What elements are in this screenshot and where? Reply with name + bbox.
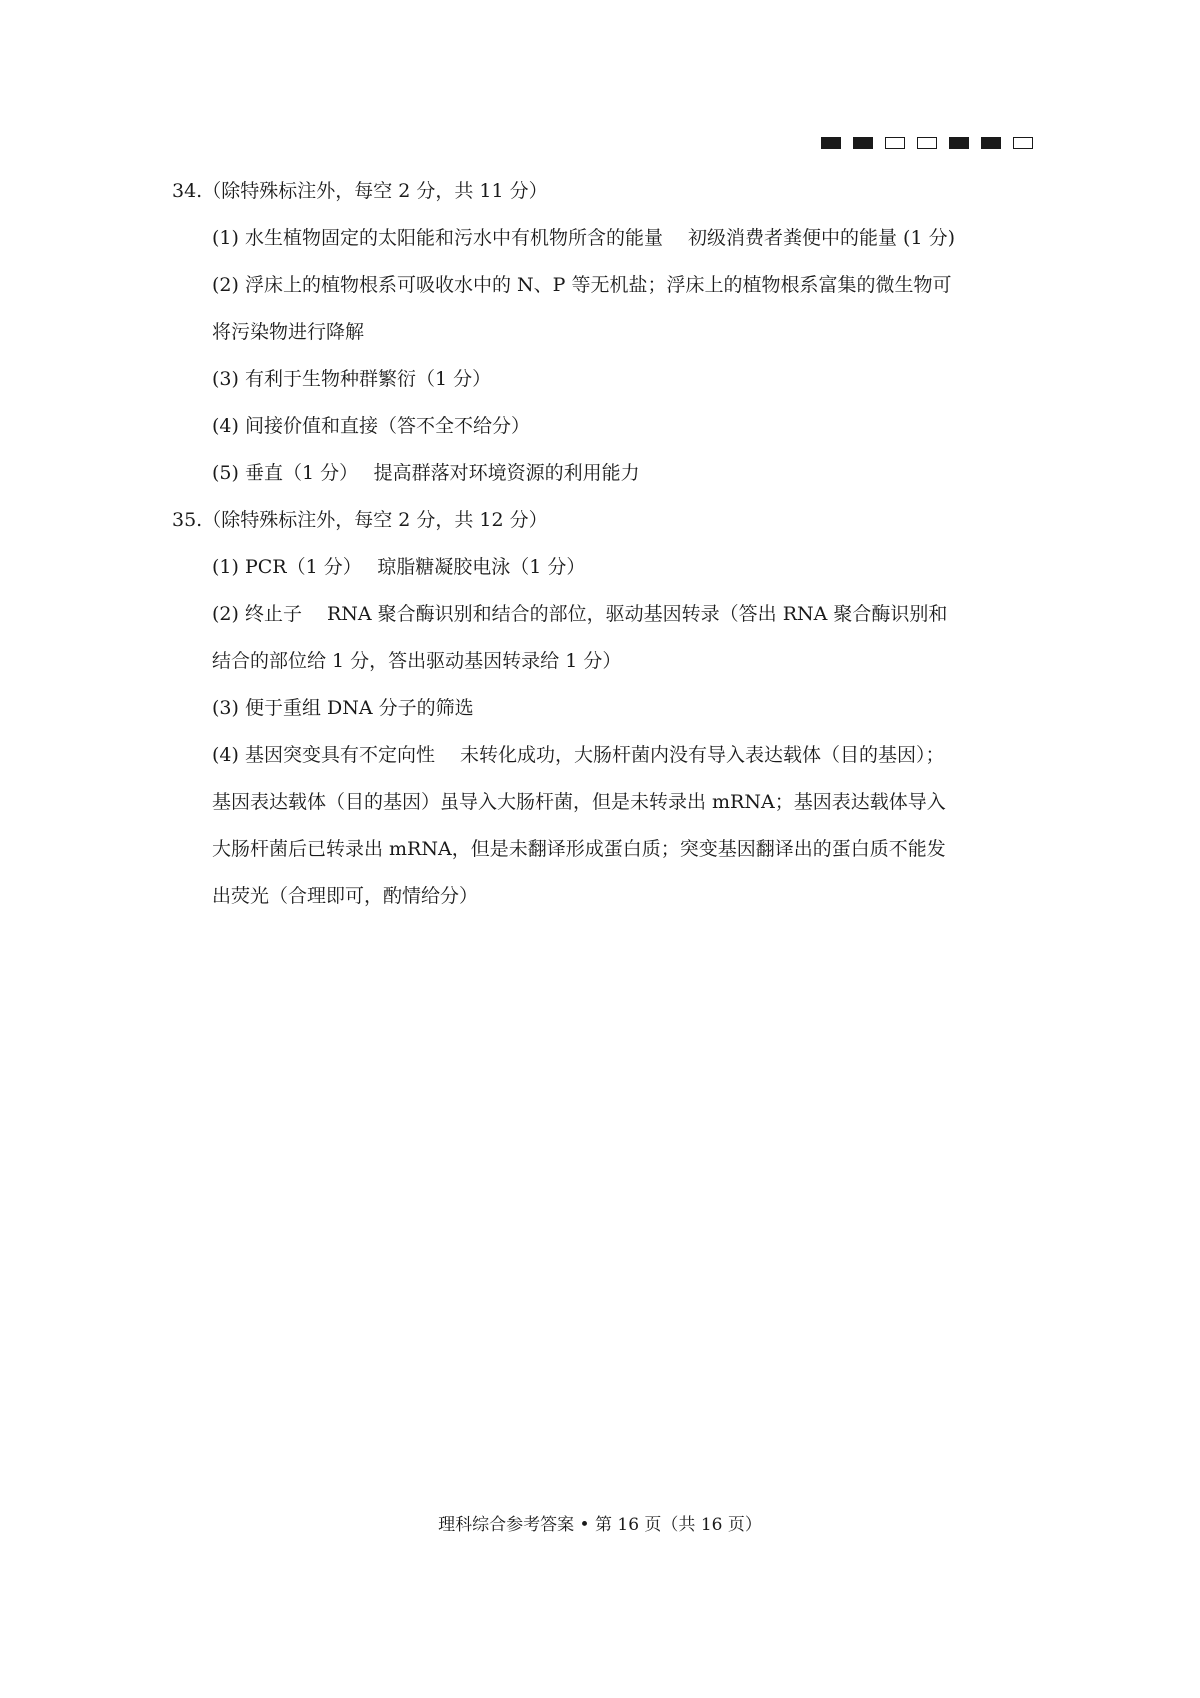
answer-content <box>172 168 1040 920</box>
q35-answer-4-line-3: 大肠杆菌后已转录出 mRNA，但是未翻译形成蛋白质；突变基因翻译出的蛋白质不能发 <box>212 838 946 860</box>
code-mark-empty <box>917 137 937 149</box>
q35-answer-2-line-1: (2) 终止子 RNA 聚合酶识别和结合的部位，驱动基因转录（答出 RNA 聚合酶识别和 <box>212 603 948 625</box>
q35-answer-4-line-2: 基因表达载体（目的基因）虽导入大肠杆菌，但是未转录出 mRNA；基因表达载体导入 <box>212 791 946 813</box>
question-34-header: 34.（除特殊标注外，每空 2 分，共 11 分） <box>172 180 548 202</box>
q35-answer-4-line-4: 出荧光（合理即可，酌情给分） <box>212 885 479 907</box>
q34-answer-2-line-1: (2) 浮床上的植物根系可吸收水中的 N、P 等无机盐；浮床上的植物根系富集的微生物可 <box>212 274 952 296</box>
q34-answer-2-line-2: 将污染物进行降解 <box>212 321 365 343</box>
page-footer: 理科综合参考答案 • 第 16 页（共 16 页） <box>438 1515 762 1535</box>
q34-answer-4: (4) 间接价值和直接（答不全不给分） <box>212 415 530 437</box>
code-mark-empty <box>1013 137 1033 149</box>
code-mark-filled <box>853 137 873 149</box>
question-35-header: 35.（除特殊标注外，每空 2 分，共 12 分） <box>172 509 548 531</box>
page-code-marks <box>821 137 1033 149</box>
code-mark-filled <box>949 137 969 149</box>
code-mark-filled <box>981 137 1001 149</box>
q35-answer-1: (1) PCR（1 分） 琼脂糖凝胶电泳（1 分） <box>212 556 586 578</box>
q35-answer-4-line-1: (4) 基因突变具有不定向性 未转化成功，大肠杆菌内没有导入表达载体（目的基因）； <box>212 744 945 766</box>
q34-answer-3: (3) 有利于生物种群繁衍（1 分） <box>212 368 492 390</box>
code-mark-filled <box>821 137 841 149</box>
q34-answer-1: (1) 水生植物固定的太阳能和污水中有机物所含的能量 初级消费者粪便中的能量 (1 分) <box>212 227 955 249</box>
q34-answer-5: (5) 垂直（1 分） 提高群落对环境资源的利用能力 <box>212 462 640 484</box>
q35-answer-3: (3) 便于重组 DNA 分子的筛选 <box>212 697 474 719</box>
code-mark-empty <box>885 137 905 149</box>
q35-answer-2-line-2: 结合的部位给 1 分，答出驱动基因转录给 1 分） <box>212 650 622 672</box>
